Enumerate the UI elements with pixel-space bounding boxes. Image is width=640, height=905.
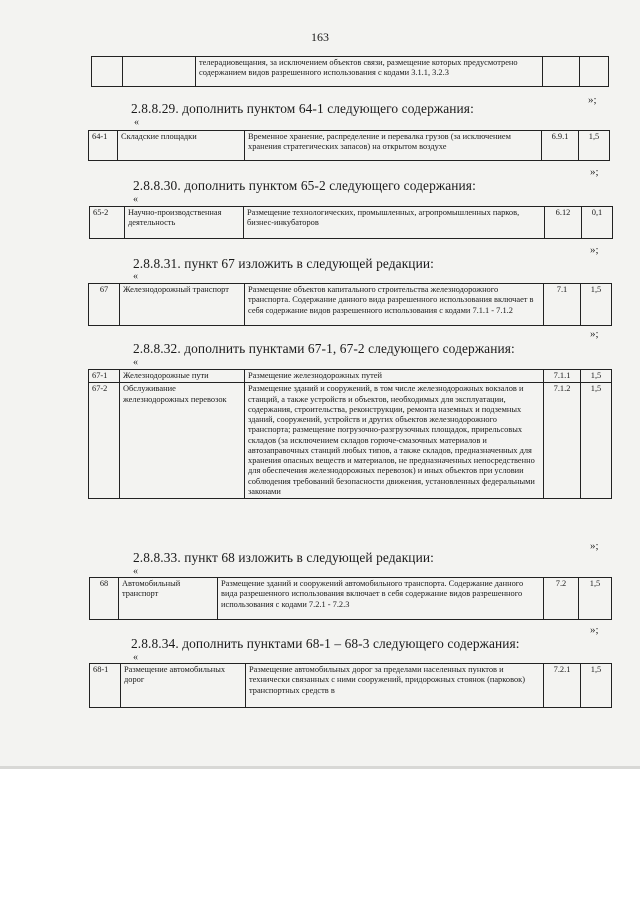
cell-val: 0,1	[582, 207, 613, 239]
cell-num: 67	[89, 284, 120, 326]
section-heading: 2.8.8.31. пункт 67 изложить в следующей редакции:	[133, 256, 434, 271]
table-row	[90, 578, 612, 620]
cell-name: Складские площадки	[118, 131, 245, 161]
cell-name: Обслуживание железнодорожных перевозок	[120, 383, 245, 499]
cell-code: 7.1.2	[544, 383, 581, 499]
close-quote: »;	[588, 94, 597, 106]
cell-name: Железнодорожный транспорт	[120, 284, 245, 326]
cell-val: 1,5	[579, 131, 610, 161]
cell-code: 6.12	[545, 207, 582, 239]
cell-num: 67-2	[89, 383, 120, 499]
table-68	[89, 577, 612, 620]
cell-val	[580, 57, 609, 87]
cell-code: 7.2	[544, 578, 579, 620]
cell-desc: Размещение зданий и сооружений автомобильного транспорта. Содержание данного вида разрешенного использования включает в себя содержание видов разрешенного использования с кодами 7.2.1 - 7.2.3	[218, 578, 544, 620]
section-heading: 2.8.8.30. дополнить пунктом 65-2 следующего содержания:	[133, 178, 476, 193]
cell-num: 68	[90, 578, 119, 620]
close-quote: »;	[590, 624, 599, 636]
cell-desc: телерадиовещания, за исключением объектов связи, размещение которых предусмотрено содержанием видов разрешенного использования с кодами 3.1.1, 3.2.3	[196, 57, 543, 87]
page-number: 163	[311, 30, 329, 44]
cell-desc: Временное хранение, распределение и перевалка грузов (за исключением хранения стратегических запасов) на открытом воздухе	[245, 131, 542, 161]
cell-num: 68-1	[90, 664, 121, 708]
table-row	[89, 383, 612, 499]
cell-val: 1,5	[581, 664, 612, 708]
cell-val: 1,5	[579, 578, 612, 620]
cell-num: 65-2	[90, 207, 125, 239]
table-row	[89, 131, 610, 161]
cell-name: Автомобильный транспорт	[119, 578, 218, 620]
cell-num: 67-1	[89, 370, 120, 383]
cell-desc: Размещение железнодорожных путей	[245, 370, 544, 383]
section-heading: 2.8.8.29. дополнить пунктом 64-1 следующего содержания:	[131, 101, 474, 116]
cell-code	[543, 57, 580, 87]
section-heading: 2.8.8.34. дополнить пунктами 68-1 – 68-3 следующего содержания:	[131, 636, 520, 651]
cell-desc: Размещение автомобильных дорог за пределами населенных пунктов и технически связанных с ними сооружений, придорожных стоянок (парковок) транспортных средств в	[246, 664, 544, 708]
open-quote: «	[133, 271, 138, 282]
cell-code: 6.9.1	[542, 131, 579, 161]
table-row	[90, 207, 613, 239]
table-row	[89, 284, 612, 326]
open-quote: «	[133, 566, 138, 577]
table-65-2	[89, 206, 613, 239]
cell-desc: Размещение технологических, промышленных, агропромышленных парков, бизнес-инкубаторов	[244, 207, 545, 239]
cell-num: 64-1	[89, 131, 118, 161]
cell-name	[123, 57, 196, 87]
cell-val: 1,5	[581, 284, 612, 326]
table-68-1	[89, 663, 612, 708]
table-row	[89, 370, 612, 383]
cell-desc: Размещение объектов капитального строительства железнодорожного транспорта. Содержание данного вида разрешенного использования включает в себя содержание видов разрешенного использования с кодами 7.1.1 - 7.1.2	[245, 284, 544, 326]
table-row	[90, 664, 612, 708]
open-quote: «	[133, 652, 138, 663]
close-quote: »;	[590, 166, 599, 178]
cell-name: Размещение автомобильных дорог	[121, 664, 246, 708]
scan-edge	[0, 766, 640, 769]
close-quote: »;	[590, 328, 599, 340]
table-67	[88, 283, 612, 326]
table-67-1-67-2	[88, 369, 612, 499]
cell-val: 1,5	[581, 383, 612, 499]
section-heading: 2.8.8.32. дополнить пунктами 67-1, 67-2 следующего содержания:	[133, 341, 515, 356]
table-64-1	[88, 130, 610, 161]
open-quote: «	[133, 194, 138, 205]
close-quote: »;	[590, 244, 599, 256]
cell-name: Научно-производственная деятельность	[125, 207, 244, 239]
cell-name: Железнодорожные пути	[120, 370, 245, 383]
cell-num	[92, 57, 123, 87]
cell-code: 7.1	[544, 284, 581, 326]
cell-code: 7.1.1	[544, 370, 581, 383]
close-quote: »;	[590, 540, 599, 552]
open-quote: «	[134, 117, 139, 128]
cell-code: 7.2.1	[544, 664, 581, 708]
section-heading: 2.8.8.33. пункт 68 изложить в следующей редакции:	[133, 550, 434, 565]
table-continuation	[91, 56, 609, 87]
open-quote: «	[133, 357, 138, 368]
cell-desc: Размещение зданий и сооружений, в том числе железнодорожных вокзалов и станций, а также устройств и объектов, необходимых для эксплуатации, содержания, строительства, реконструкции, ремонта наземных и подземных зданий, сооружений, устройств и других объектов железнодорожного транспорта; размещение погрузочно-разгрузочных площадок, прирельсовых складов (за исключением складов горюче-смазочных материалов и автозаправочных станций любых типов, а также складов, предназначенных для хранения опасных веществ и материалов, не предназначенных непосредственно для обеспечения железнодорожных перевозок) и иных объектов при условии соблюдения требований безопасности движения, установленных федеральными законами	[245, 383, 544, 499]
cell-val: 1,5	[581, 370, 612, 383]
